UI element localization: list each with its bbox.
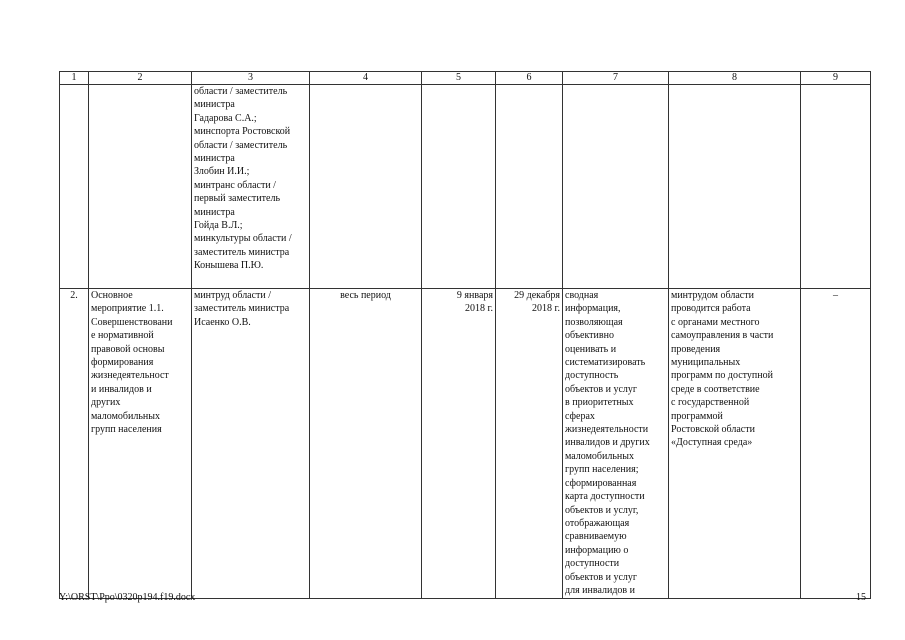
program-table xyxy=(59,71,871,599)
column-number: 2 xyxy=(89,72,192,85)
column-number: 7 xyxy=(563,72,669,85)
cell-deviation xyxy=(801,85,871,289)
table-row xyxy=(60,85,871,289)
cell-end-date xyxy=(496,85,563,289)
column-number: 6 xyxy=(496,72,563,85)
cell-end-date: 29 декабря 2018 г. xyxy=(496,289,563,599)
cell-period xyxy=(310,85,422,289)
cell-actual-result: минтрудом области проводится работа с органами местного самоуправления в части проведения муниципальных программ по доступной среде в соответствие с государственной программой Ростовской области «Доступная среда» xyxy=(669,289,801,599)
cell-deviation: – xyxy=(801,289,871,599)
cell-actual-result xyxy=(669,85,801,289)
column-number: 9 xyxy=(801,72,871,85)
cell-responsible: области / заместитель министра Гадарова С.А.; минспорта Ростовской области / заместитель министра Злобин И.И.; минтранс области / первый заместитель министра Гойда В.Л.; минкультуры области / заместитель министра Конышева П.Ю. xyxy=(192,85,310,289)
cell-expected-result xyxy=(563,85,669,289)
cell-expected-result: сводная информация, позволяющая объективно оценивать и систематизировать доступность объектов и услуг в приоритетных сферах жизнедеятельности инвалидов и других маломобильных групп населения; сформированная карта доступности объектов и услуг, отображающая сравниваемую информацию о доступности объектов и услуг для инвалидов и xyxy=(563,289,669,599)
cell-activity xyxy=(89,85,192,289)
cell-activity: Основное мероприятие 1.1. Совершенствовани е нормативной правовой основы формирования жизнедеятельност и инвалидов и других маломобильных групп населения xyxy=(89,289,192,599)
page-number: 15 xyxy=(856,592,866,603)
column-number-row xyxy=(60,72,871,85)
column-number: 1 xyxy=(60,72,89,85)
column-number: 8 xyxy=(669,72,801,85)
cell-period: весь период xyxy=(310,289,422,599)
cell-responsible: минтруд области / заместитель министра Исаенко О.В. xyxy=(192,289,310,599)
cell-start-date xyxy=(422,85,496,289)
column-number: 4 xyxy=(310,72,422,85)
table-row xyxy=(60,289,871,599)
column-number: 5 xyxy=(422,72,496,85)
column-number: 3 xyxy=(192,72,310,85)
cell-number xyxy=(60,85,89,289)
cell-start-date: 9 января 2018 г. xyxy=(422,289,496,599)
file-path-footer: Y:\ORST\Ppo\0320p194.f19.docx xyxy=(59,592,196,603)
cell-number: 2. xyxy=(60,289,89,599)
